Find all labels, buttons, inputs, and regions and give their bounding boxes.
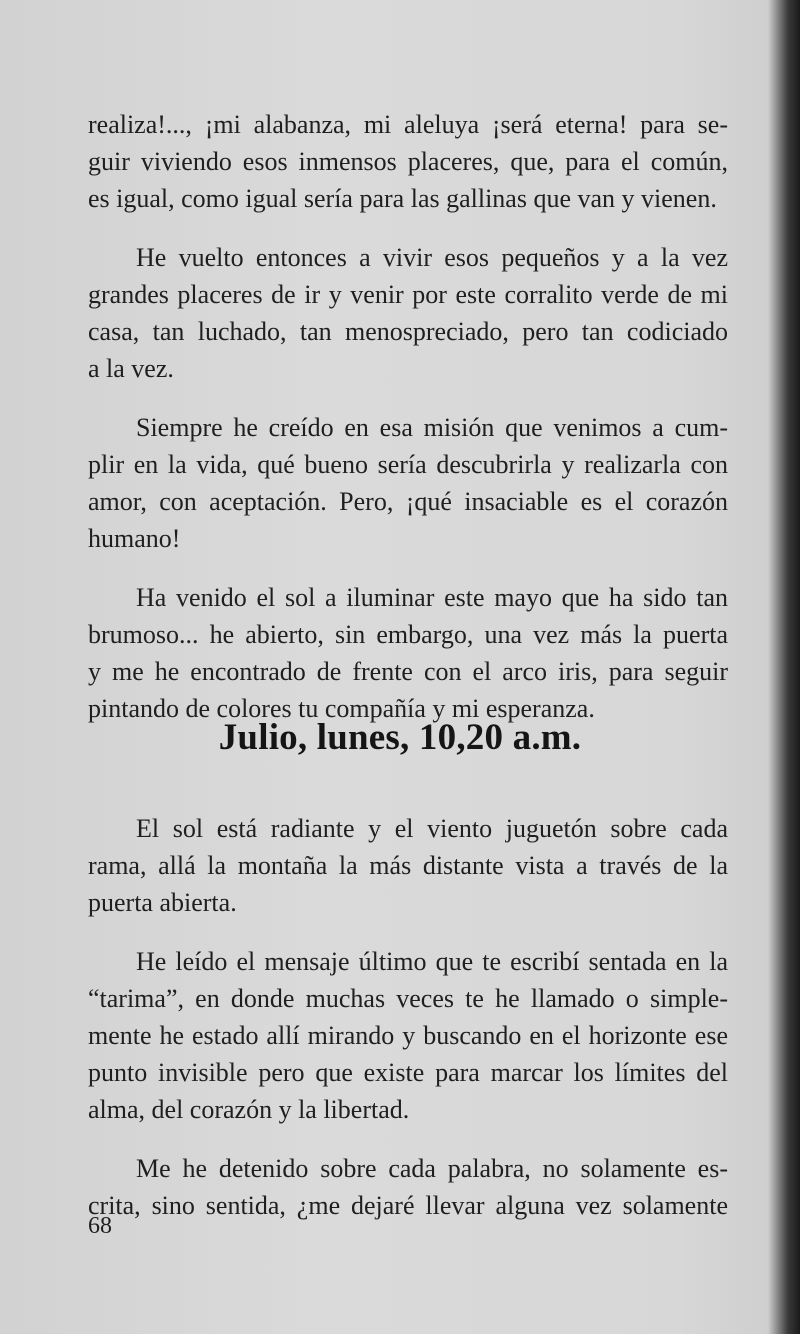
text-line: He leído el mensaje último que te escribí sentada en la [136,947,728,976]
text-line: crita, sino sentida, ¿me dejaré llevar alguna vez solamente [88,1191,728,1220]
text-line: punto invisible pero que existe para marcar los límites del [88,1058,728,1087]
text-line: humano! [88,524,181,553]
text-block-top [88,106,728,749]
text-block-bottom [88,810,728,1246]
text-line: amor, con aceptación. Pero, ¡qué insaciable es el corazón [88,487,728,516]
text-line: Siempre he creído en esa misión que venimos a cum- [136,413,728,442]
text-line: pintando de colores tu compañía y mi esperanza. [88,694,595,723]
text-line: es igual, como igual sería para las gallinas que van y vienen. [88,184,717,213]
text-line: casa, tan luchado, tan menospreciado, pero tan codiciado [88,317,728,346]
paragraph-4 [88,579,728,727]
text-line: rama, allá la montaña la más distante vista a través de la [88,851,728,880]
text-line: El sol está radiante y el viento juguetón sobre cada [136,814,728,843]
paragraph-7 [88,1150,728,1224]
paragraph-2 [88,239,728,387]
text-line: y me he encontrado de frente con el arco iris, para seguir [88,657,728,686]
text-line: puerta abierta. [88,888,237,917]
paragraph-5 [88,810,728,921]
text-line: grandes placeres de ir y venir por este corralito verde de mi [88,280,728,309]
paragraph-1 [88,106,728,217]
text-line: realiza!..., ¡mi alabanza, mi aleluya ¡será eterna! para se- [88,110,728,139]
text-line: mente he estado allí mirando y buscando en el horizonte ese [88,1021,728,1050]
section-heading: Julio, lunes, 10,20 a.m. [218,717,582,758]
text-line: a la vez. [88,354,174,383]
text-line: He vuelto entonces a vivir esos pequeños y a la vez [136,243,728,272]
text-line: guir viviendo esos inmensos placeres, que, para el común, [88,147,728,176]
page-number: 68 [88,1213,112,1239]
text-line: alma, del corazón y la libertad. [88,1095,410,1124]
text-line: plir en la vida, qué bueno sería descubrirla y realizarla con [88,450,728,479]
paragraph-3 [88,409,728,557]
text-line: Me he detenido sobre cada palabra, no solamente es- [136,1154,728,1183]
text-line: Ha venido el sol a iluminar este mayo que ha sido tan [136,583,728,612]
text-line: “tarima”, en donde muchas veces te he llamado o simple- [88,984,728,1013]
paragraph-6 [88,943,728,1128]
text-line: brumoso... he abierto, sin embargo, una vez más la puerta [88,620,728,649]
